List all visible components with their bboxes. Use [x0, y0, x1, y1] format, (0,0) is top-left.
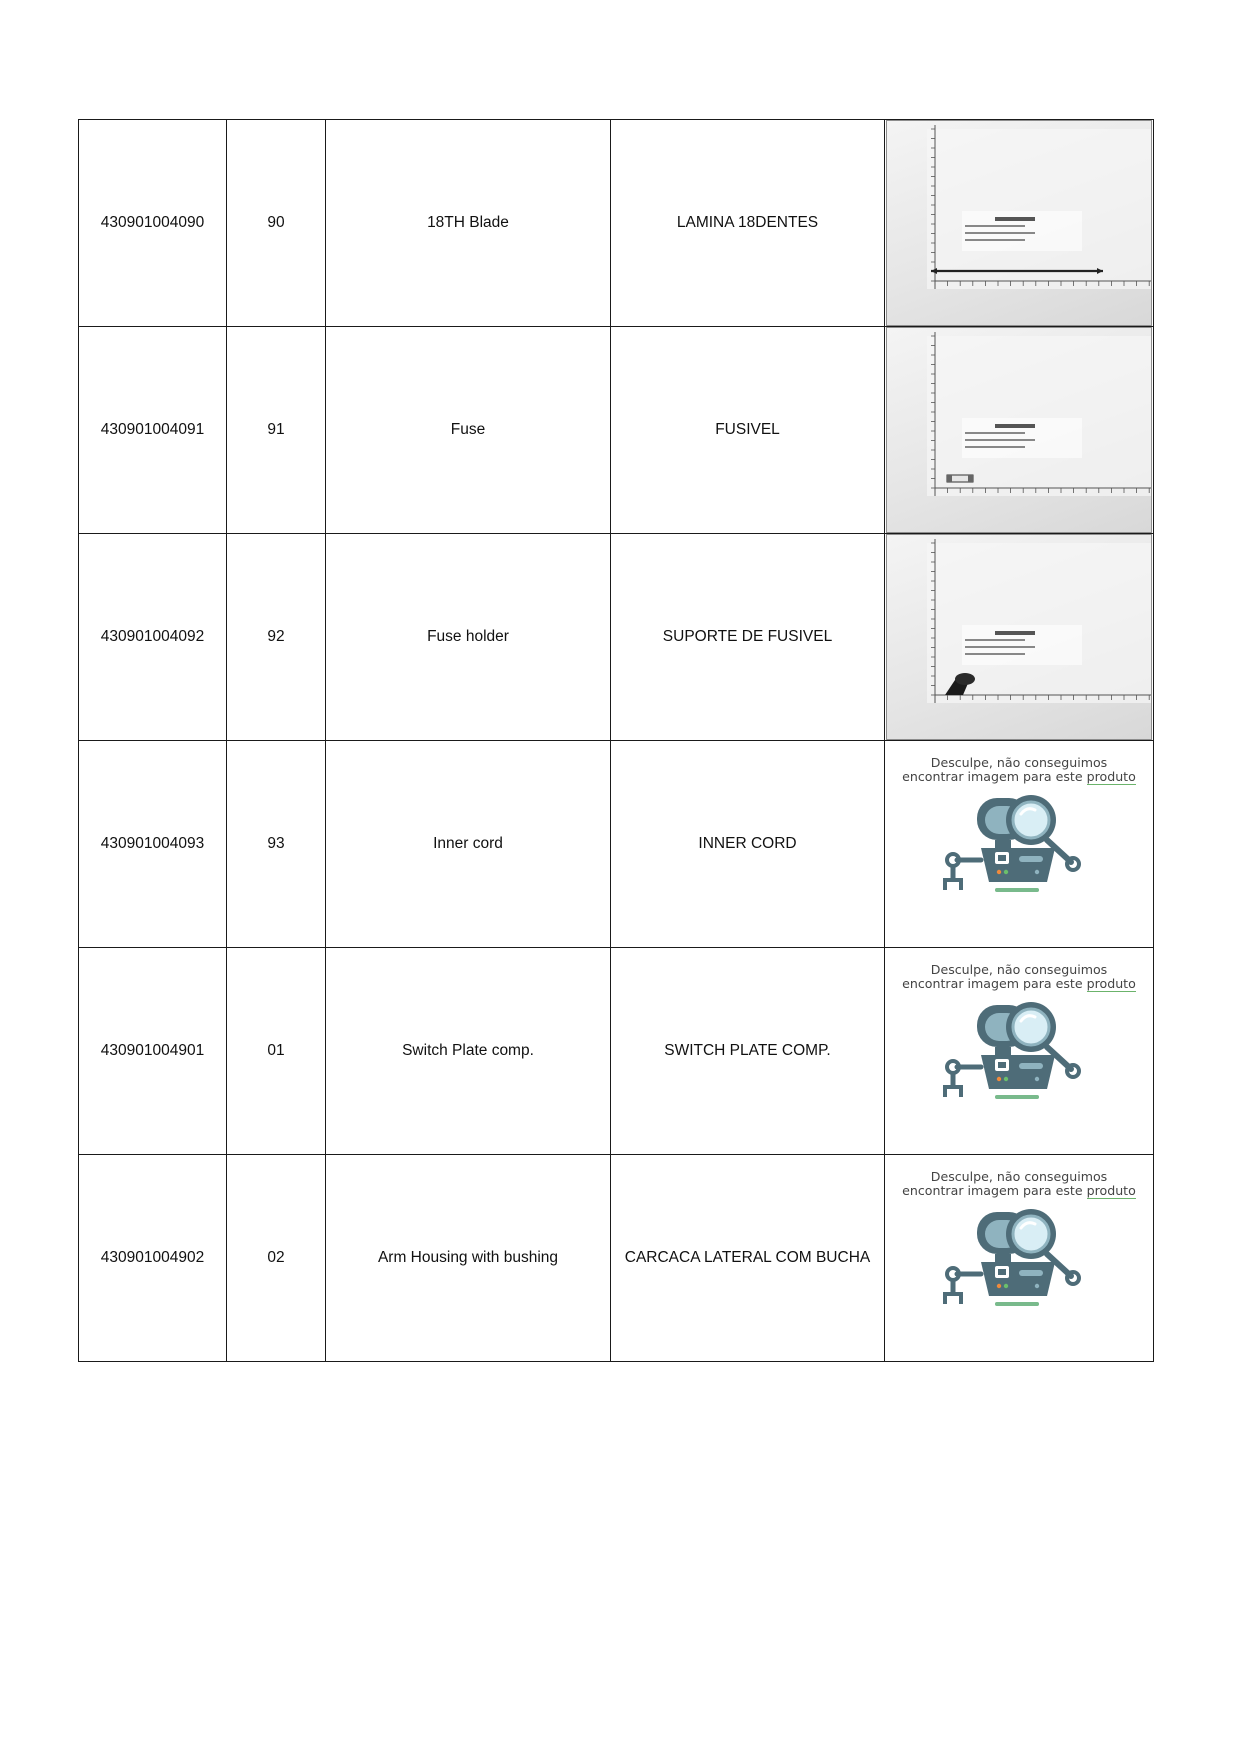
product-photo [886, 120, 1152, 326]
description-en: Fuse holder [326, 534, 611, 741]
image-not-found-placeholder [887, 1156, 1151, 1360]
description-en: 18TH Blade [326, 120, 611, 327]
placeholder-line-2-text: encontrar imagem para este [902, 976, 1087, 991]
image-not-found-placeholder [887, 949, 1151, 1153]
description-pt: SUPORTE DE FUSIVEL [611, 534, 885, 741]
image-cell [885, 120, 1154, 327]
placeholder-line-2 [887, 977, 1151, 991]
placeholder-line-2-word: produto [1086, 976, 1136, 991]
table-row [79, 948, 1154, 1155]
robot-magnifier-icon [939, 997, 1099, 1117]
image-not-found-placeholder [887, 742, 1151, 946]
placeholder-line-2 [887, 1184, 1151, 1198]
table-row [79, 327, 1154, 534]
image-cell [885, 534, 1154, 741]
description-pt: SWITCH PLATE COMP. [611, 948, 885, 1155]
position-number: 92 [227, 534, 326, 741]
product-photo [886, 534, 1152, 740]
description-en: Switch Plate comp. [326, 948, 611, 1155]
placeholder-line-1: Desculpe, não conseguimos [930, 1169, 1108, 1184]
image-cell [885, 1155, 1154, 1362]
description-en: Fuse [326, 327, 611, 534]
table-row [79, 534, 1154, 741]
image-cell [885, 948, 1154, 1155]
position-number: 91 [227, 327, 326, 534]
placeholder-message [887, 742, 1151, 784]
part-code: 430901004091 [79, 327, 227, 534]
table-row [79, 741, 1154, 948]
placeholder-line-1: Desculpe, não conseguimos [930, 962, 1108, 977]
description-en: Inner cord [326, 741, 611, 948]
product-photo [886, 327, 1152, 533]
table-row [79, 1155, 1154, 1362]
placeholder-line-2-text: encontrar imagem para este [902, 1183, 1087, 1198]
robot-magnifier-icon [939, 790, 1099, 910]
position-number: 01 [227, 948, 326, 1155]
placeholder-line-2-word: produto [1086, 769, 1136, 784]
placeholder-line-2-word: produto [1086, 1183, 1136, 1198]
part-code: 430901004090 [79, 120, 227, 327]
position-number: 93 [227, 741, 326, 948]
part-code: 430901004902 [79, 1155, 227, 1362]
description-pt: LAMINA 18DENTES [611, 120, 885, 327]
description-pt: CARCACA LATERAL COM BUCHA [611, 1155, 885, 1362]
placeholder-message [887, 1156, 1151, 1198]
placeholder-line-1: Desculpe, não conseguimos [930, 755, 1108, 770]
position-number: 02 [227, 1155, 326, 1362]
placeholder-line-2 [887, 770, 1151, 784]
description-en: Arm Housing with bushing [326, 1155, 611, 1362]
image-cell [885, 327, 1154, 534]
part-code: 430901004092 [79, 534, 227, 741]
position-number: 90 [227, 120, 326, 327]
table-row [79, 120, 1154, 327]
description-pt: INNER CORD [611, 741, 885, 948]
description-pt: FUSIVEL [611, 327, 885, 534]
image-cell [885, 741, 1154, 948]
parts-table [78, 119, 1154, 1362]
robot-magnifier-icon [939, 1204, 1099, 1324]
part-code: 430901004093 [79, 741, 227, 948]
placeholder-line-2-text: encontrar imagem para este [902, 769, 1087, 784]
part-code: 430901004901 [79, 948, 227, 1155]
parts-table-body [79, 120, 1154, 1362]
placeholder-message [887, 949, 1151, 991]
